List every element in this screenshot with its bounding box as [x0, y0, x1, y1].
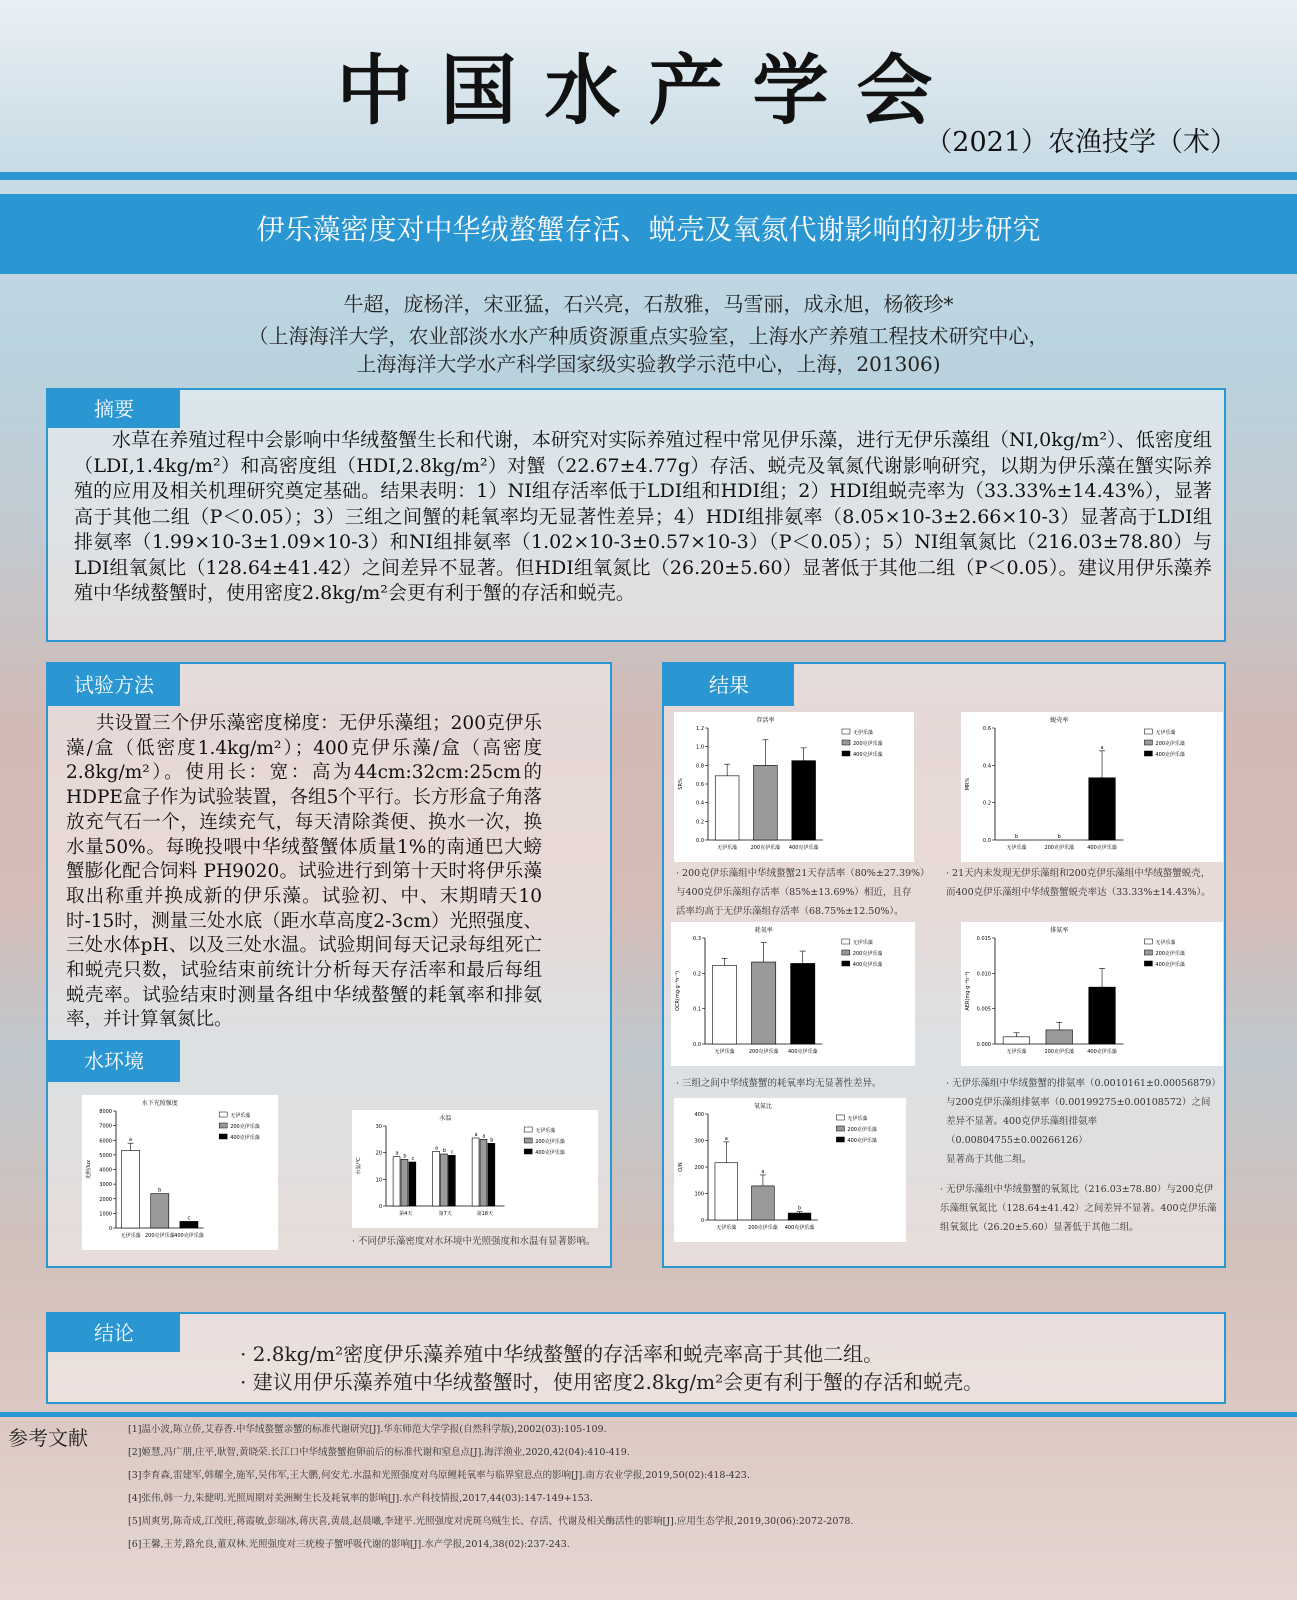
legend-swatch: [836, 1126, 844, 1131]
y-tick-label: 4000: [99, 1167, 112, 1174]
bar: [712, 966, 736, 1044]
bar: [180, 1221, 198, 1228]
bar-label: b: [1014, 834, 1019, 840]
caption-molting: [946, 864, 1226, 902]
bar: [1046, 1030, 1073, 1044]
x-tick-label: 200克伊乐藻: [748, 1225, 778, 1231]
legend-swatch: [524, 1138, 532, 1143]
bar: [488, 1143, 495, 1206]
bar: [441, 1154, 448, 1206]
legend-label: 无伊乐藻: [1155, 940, 1176, 946]
legend-label: 无伊乐藻: [853, 730, 874, 736]
bar-label: a: [395, 1150, 399, 1157]
caption-on-ratio: [940, 1180, 1224, 1237]
y-tick-label: 0.6: [696, 782, 704, 788]
y-tick-label: 0.000: [976, 1042, 991, 1048]
chart-survival: [674, 712, 914, 862]
x-tick-label: 第7天: [438, 1211, 452, 1217]
bar: [752, 1186, 775, 1220]
abstract-label: 摘要: [48, 390, 180, 428]
legend-swatch: [842, 740, 850, 745]
chart-ammonia: [961, 922, 1223, 1066]
caption-line: 活率均高于无伊乐藻组存活率（68.75%±12.50%）。: [676, 906, 904, 917]
chart-title: 存活率: [756, 717, 775, 724]
y-tick-label: 0.2: [983, 800, 991, 807]
legend-label: 400克伊乐藻: [847, 1138, 877, 1144]
chart-oxygen: [671, 922, 915, 1066]
y-tick-label: 3000: [99, 1182, 112, 1189]
reference-item: [3]李育森,雷建军,韩耀全,施军,吴伟军,王大鹏,何安尤.水温和光照强度对乌原鲤耗氧率与临界窒息点的影响[J].南方农业学报,2019,50(02):418-423.: [128, 1470, 750, 1481]
reference-item: [6]王馨,王芳,路允良,董双林.光照强度对三疣梭子蟹呼吸代谢的影响[J].水产学报,2014,38(02):237-243.: [128, 1539, 570, 1550]
legend-swatch: [842, 939, 850, 944]
bar-label: a: [474, 1132, 478, 1138]
bar-label: b: [158, 1187, 162, 1194]
caption-line: · 21天内未发现无伊乐藻组和200克伊乐藻组中华绒螯蟹蜕壳，: [946, 868, 1211, 879]
affiliation-line-1: （上海海洋大学，农业部淡水水产种质资源重点实验室，上海水产养殖工程技术研究中心，: [248, 324, 1049, 348]
legend-label: 400克伊乐藻: [853, 752, 883, 758]
affiliation-line-2: 上海海洋大学水产科学国家级实验教学示范中心，上海，201306): [356, 352, 941, 376]
legend-label: 200克伊乐藻: [1155, 951, 1185, 957]
legend-swatch: [842, 961, 850, 966]
caption-line: · 三组之间中华绒螯蟹的耗氧率均无显著性差异。: [676, 1078, 882, 1089]
y-tick-label: 0: [378, 1204, 382, 1210]
conclusion-label: 结论: [48, 1314, 180, 1352]
y-axis-label: SR%: [678, 778, 684, 790]
bar-label: a: [724, 1135, 728, 1142]
bar: [151, 1194, 169, 1228]
legend-swatch: [842, 950, 850, 955]
chart-temperature: [352, 1110, 598, 1228]
bar: [1003, 1037, 1030, 1044]
y-tick-label: 1.2: [696, 726, 704, 732]
bar: [393, 1157, 400, 1206]
x-tick-label: 400克伊乐藻: [1087, 845, 1117, 851]
bar: [1089, 778, 1116, 840]
legend-swatch: [1144, 751, 1152, 756]
y-tick-label: 5000: [99, 1152, 112, 1159]
x-tick-label: 400克伊乐藻: [787, 1049, 818, 1055]
legend-swatch: [219, 1134, 227, 1139]
legend-label: 无伊乐藻: [230, 1113, 251, 1119]
legend-label: 200克伊乐藻: [230, 1124, 260, 1130]
caption-survival: [676, 864, 946, 921]
bar: [792, 761, 816, 840]
legend-label: 400克伊乐藻: [1155, 962, 1185, 968]
y-tick-label: 0: [108, 1226, 112, 1232]
reference-item: [1]温小波,陈立侨,艾春香.中华绒螯蟹亲蟹的标准代谢研究[J].华东师范大学学报(自然科学版),2002(03):105-109.: [128, 1424, 607, 1435]
bar: [409, 1162, 416, 1206]
legend-swatch: [524, 1127, 532, 1132]
x-tick-label: 无伊乐藻: [120, 1233, 141, 1239]
x-tick-label: 200克伊乐藻: [144, 1233, 175, 1239]
caption-line: 差异不显著。400克伊乐藻组排氨率（0.00804755±0.00266126）: [946, 1116, 1098, 1146]
y-tick-label: 0.0: [693, 1042, 701, 1048]
x-tick-label: 200克伊乐藻: [750, 845, 781, 851]
y-tick-label: 0.8: [696, 763, 704, 770]
references-label: 参考文献: [8, 1426, 88, 1450]
y-tick-label: 0.010: [976, 971, 991, 978]
caption-line: · 无伊乐藻组中华绒螯蟹的氧氮比（216.03±78.80）与200克伊: [940, 1184, 1214, 1195]
x-tick-label: 400克伊乐藻: [788, 845, 819, 851]
bar: [754, 765, 778, 840]
y-tick-label: 0.2: [693, 971, 701, 978]
methods-text: 共设置三个伊乐藻密度梯度：无伊乐藻组；200克伊乐藻/盒（低密度1.4kg/m²）；400克伊乐藻/盒（高密度2.8kg/m²）。使用长：宽：高为44cm:32cm:25cm的HDPE盒子作为试验装置，各组5个平行。长方形盒子角落放充气石一个，连续充气，每天清除粪便、换水一次，换水量50%。每晚投喂中华绒螯蟹体质量1%的南通巴大螃蟹膨化配合饲料 PH9020。试验进行到第十天时将伊乐藻取出称重并换成新的伊乐藻。试验初、中、末期晴天10时-15时，测量三处水底（距水草高度2-3cm）光照强度、三处水体pH、以及三处水温。试验期间每天记录每组死亡和蜕壳只数，试验结束前统计分析每天存活率和最后每组蜕壳率。试验结束时测量各组中华绒螯蟹的耗氧率和排氨率，并计算氧氮比。: [66, 713, 542, 1031]
bar: [433, 1151, 440, 1206]
bar-label: b: [797, 1205, 802, 1212]
authors: 牛超，庞杨洋，宋亚猛，石兴亮，石敖雅，马雪丽，成永旭，杨筱珍*: [343, 292, 954, 316]
y-tick-label: 0.2: [696, 819, 704, 826]
x-tick-label: 无伊乐藻: [1006, 1049, 1027, 1055]
caption-ammonia: [946, 1074, 1226, 1169]
bar-label: c: [411, 1156, 415, 1162]
legend-label: 无伊乐藻: [852, 940, 873, 946]
caption-oxygen: [676, 1074, 946, 1093]
legend-swatch: [1144, 740, 1152, 745]
bar-label: c: [450, 1149, 454, 1156]
bar: [715, 1163, 738, 1220]
legend-label: 400克伊乐藻: [535, 1150, 565, 1156]
chart-on-ratio: [674, 1098, 906, 1242]
bar-label: a: [761, 1168, 765, 1175]
y-tick-label: 0.0: [983, 838, 991, 844]
x-tick-label: 200克伊乐藻: [1044, 845, 1074, 851]
chart-title: 氧氮比: [753, 1103, 772, 1110]
caption-line: · 无伊乐藻组中华绒螯蟹的排氨率（0.0010161±0.00056879）: [946, 1078, 1221, 1089]
x-tick-label: 无伊乐藻: [716, 1225, 737, 1231]
legend-label: 200克伊乐藻: [1155, 741, 1185, 747]
x-tick-label: 200克伊乐藻: [1044, 1049, 1074, 1055]
legend-swatch: [1144, 729, 1152, 734]
legend-swatch: [842, 729, 850, 734]
chart-molting: [961, 712, 1223, 862]
y-axis-label: O/N: [678, 1162, 684, 1172]
caption-line: · 200克伊乐藻组中华绒螯蟹21天存活率（80%±27.39%）: [676, 868, 930, 879]
x-tick-label: 400克伊乐藻: [1087, 1049, 1117, 1055]
conclusion-line-2: · 建议用伊乐藻养殖中华绒螯蟹时，使用密度2.8kg/m²会更有利于蟹的存活和蜕壳。: [240, 1370, 984, 1394]
y-tick-label: 7000: [99, 1123, 112, 1130]
legend-label: 400克伊乐藻: [1155, 752, 1185, 758]
caption-line: 而400克伊乐藻组中华绒螯蟹蜕壳率达（33.33%±14.43%）。: [946, 887, 1211, 898]
reference-item: [2]姬慧,冯广朋,庄平,耿智,黄晓荣.长江口中华绒螯蟹抱卵前后的标准代谢和窒息点[J].海洋渔业,2020,42(04):410-419.: [128, 1447, 630, 1458]
legend-swatch: [842, 751, 850, 756]
legend-swatch: [524, 1149, 532, 1154]
legend-swatch: [1144, 939, 1152, 944]
chart-title: 蜕壳率: [1050, 717, 1069, 724]
x-tick-label: 无伊乐藻: [714, 1049, 735, 1055]
y-axis-label: OCR(mg·g⁻¹h⁻¹): [675, 970, 681, 1012]
bar-label: c: [187, 1215, 191, 1222]
legend-label: 无伊乐藻: [535, 1128, 556, 1134]
conclusion-text: [240, 1340, 1200, 1396]
caption-line: 乐藻组氧氮比（128.64±41.42）之间差异不显著。400克伊乐藻: [940, 1203, 1217, 1214]
bar: [791, 963, 815, 1044]
y-tick-label: 30: [375, 1124, 382, 1130]
water-caption: · 不同伊乐藻密度对水环境中光照强度和水温有显著影响。: [352, 1236, 596, 1247]
legend-swatch: [836, 1115, 844, 1120]
caption-line: 组氧氮比（26.20±5.60）显著低于其他二组。: [940, 1222, 1139, 1233]
x-tick-label: 200克伊乐藻: [748, 1049, 779, 1055]
bar: [448, 1155, 455, 1206]
legend-label: 无伊乐藻: [1155, 730, 1176, 736]
y-tick-label: 6000: [99, 1138, 112, 1145]
divider-bottom: [0, 266, 1297, 274]
y-axis-label: AER(mg·g⁻¹h⁻¹): [965, 971, 971, 1011]
x-tick-label: 无伊乐藻: [1006, 845, 1027, 851]
y-tick-label: 200: [694, 1165, 704, 1171]
y-tick-label: 0.015: [976, 936, 991, 942]
y-tick-label: 0.4: [696, 800, 704, 807]
bar-label: b: [403, 1153, 407, 1160]
references-list: [128, 1418, 853, 1556]
caption-line: 与400克伊乐藻组存活率（85%±13.69%）相近，且存: [676, 887, 912, 898]
org-title: 中国水产学会: [336, 46, 961, 135]
y-axis-label: 光照/lux: [86, 1159, 92, 1180]
y-axis-label: MR%: [965, 777, 971, 791]
y-tick-label: 0.005: [976, 1006, 991, 1013]
bar-label: a: [482, 1133, 486, 1140]
y-tick-label: 0.6: [983, 726, 991, 732]
x-tick-label: 第4天: [399, 1211, 413, 1217]
bar-label: b: [1057, 834, 1061, 840]
bar: [401, 1159, 408, 1206]
x-tick-label: 400克伊乐藻: [174, 1233, 204, 1239]
chart-title: 耗氧率: [754, 927, 773, 934]
x-tick-label: 第18天: [476, 1211, 493, 1217]
y-tick-label: 10: [375, 1177, 382, 1184]
bar-label: b: [490, 1137, 494, 1144]
water-label: 水环境: [48, 1040, 180, 1082]
bar: [752, 962, 776, 1044]
legend-label: 无伊乐藻: [847, 1116, 868, 1122]
legend-swatch: [219, 1123, 227, 1128]
chart-title: 排氨率: [1050, 927, 1069, 934]
x-tick-label: 400克伊乐藻: [784, 1225, 815, 1231]
reference-item: [4]张伟,韩一力,朱健明.光照周期对美洲鲥生长及耗氧率的影响[J].水产科技情报,2017,44(03):147-149+153.: [128, 1493, 593, 1504]
legend-swatch: [836, 1137, 844, 1142]
y-tick-label: 1.0: [696, 744, 704, 751]
x-tick-label: 无伊乐藻: [717, 845, 738, 851]
legend-label: 400克伊乐藻: [230, 1135, 260, 1141]
y-tick-label: 100: [694, 1191, 704, 1198]
bar: [1089, 987, 1116, 1044]
bar: [788, 1213, 811, 1220]
affiliation: [0, 322, 1297, 378]
legend-label: 200克伊乐藻: [853, 741, 883, 747]
bar-label: a: [1100, 744, 1104, 751]
divider-references: [0, 1412, 1297, 1417]
bar: [480, 1139, 487, 1206]
conclusion-line-1: · 2.8kg/m²密度伊乐藻养殖中华绒螯蟹的存活率和蜕壳率高于其他二组。: [240, 1342, 884, 1366]
caption-line: 与200克伊乐藻组排氨率（0.00199275±0.00108572）之间: [946, 1097, 1211, 1108]
bar-label: a: [435, 1145, 439, 1152]
results-label: 结果: [664, 664, 794, 706]
legend-label: 200克伊乐藻: [847, 1127, 877, 1133]
methods-label: 试验方法: [48, 664, 180, 706]
legend-swatch: [1144, 961, 1152, 966]
chart-light: [82, 1095, 278, 1250]
y-tick-label: 0.3: [693, 936, 701, 942]
y-tick-label: 300: [694, 1138, 704, 1145]
abstract-text: 水草在养殖过程中会影响中华绒螯蟹生长和代谢，本研究对实际养殖过程中常见伊乐藻，进行无伊乐藻组（NI,0kg/m²）、低密度组（LDI,1.4kg/m²）和高密度组（HDI,2.8kg/m²）对蟹（22.67±4.77g）存活、蜕壳及氧氮代谢影响研究，以期为伊乐藻在蟹实际养殖的应用及相关机理研究奠定基础。结果表明：1）NI组存活率低于LDI组和HDI组；2）HDI组蜕壳率为（33.33%±14.43%），显著高于其他二组（P＜0.05）；3）三组之间蟹的耗氧率均无显著性差异；4）HDI组排氨率（8.05×10-3±2.66×10-3）显著高于LDI组排氨率（1.99×10-3±1.09×10-3）和NI组排氨率（1.02×10-3±0.57×10-3）（P＜0.05）；5）NI组氧氮比（216.03±78.80）与LDI组氧氮比（128.64±41.42）之间差异不显著。但HDI组氧氮比（26.20±5.60）显著低于其他二组（P＜0.05）。建议用伊乐藻养殖中华绒螯蟹时，使用密度2.8kg/m²会更有利于蟹的存活和蜕壳。: [74, 429, 1212, 604]
legend-swatch: [219, 1112, 227, 1117]
legend-swatch: [1144, 950, 1152, 955]
bar-label: a: [129, 1137, 133, 1144]
poster-subtitle: （2021）农渔技学（术）: [925, 127, 1237, 158]
y-tick-label: 8000: [99, 1109, 112, 1115]
y-tick-label: 2000: [99, 1196, 112, 1203]
y-tick-label: 0.0: [696, 838, 704, 844]
y-axis-label: 水温/℃: [356, 1157, 362, 1175]
y-tick-label: 20: [375, 1150, 382, 1157]
y-tick-label: 0.4: [983, 763, 991, 770]
y-tick-label: 0: [700, 1218, 704, 1224]
chart-title: 水温: [439, 1115, 452, 1122]
caption-line: 显著高于其他二组。: [946, 1154, 1032, 1165]
y-tick-label: 0.1: [693, 1006, 701, 1013]
divider-top: [0, 172, 1297, 180]
bar: [472, 1138, 479, 1206]
paper-title: 伊乐藻密度对中华绒螯蟹存活、蜕壳及氧氮代谢影响的初步研究: [0, 194, 1297, 266]
y-tick-label: 1000: [99, 1211, 112, 1218]
bar-label: b: [442, 1148, 447, 1154]
legend-label: 200克伊乐藻: [852, 951, 883, 957]
bar: [715, 776, 739, 840]
chart-title: 水下光照强度: [141, 1100, 178, 1107]
reference-item: [5]周爽男,陈奇成,江茂旺,蒋霞敏,彭瑞冰,蒋庆喜,黄晨,赵晨曦,李建平.光照强度对虎斑乌贼生长、存活、代谢及相关酶活性的影响[J].应用生态学报,2019,30(06):2072-2078.: [128, 1516, 854, 1527]
y-tick-label: 400: [694, 1112, 704, 1118]
bar: [122, 1150, 140, 1228]
legend-label: 200克伊乐藻: [535, 1139, 565, 1145]
legend-label: 400克伊乐藻: [852, 962, 883, 968]
